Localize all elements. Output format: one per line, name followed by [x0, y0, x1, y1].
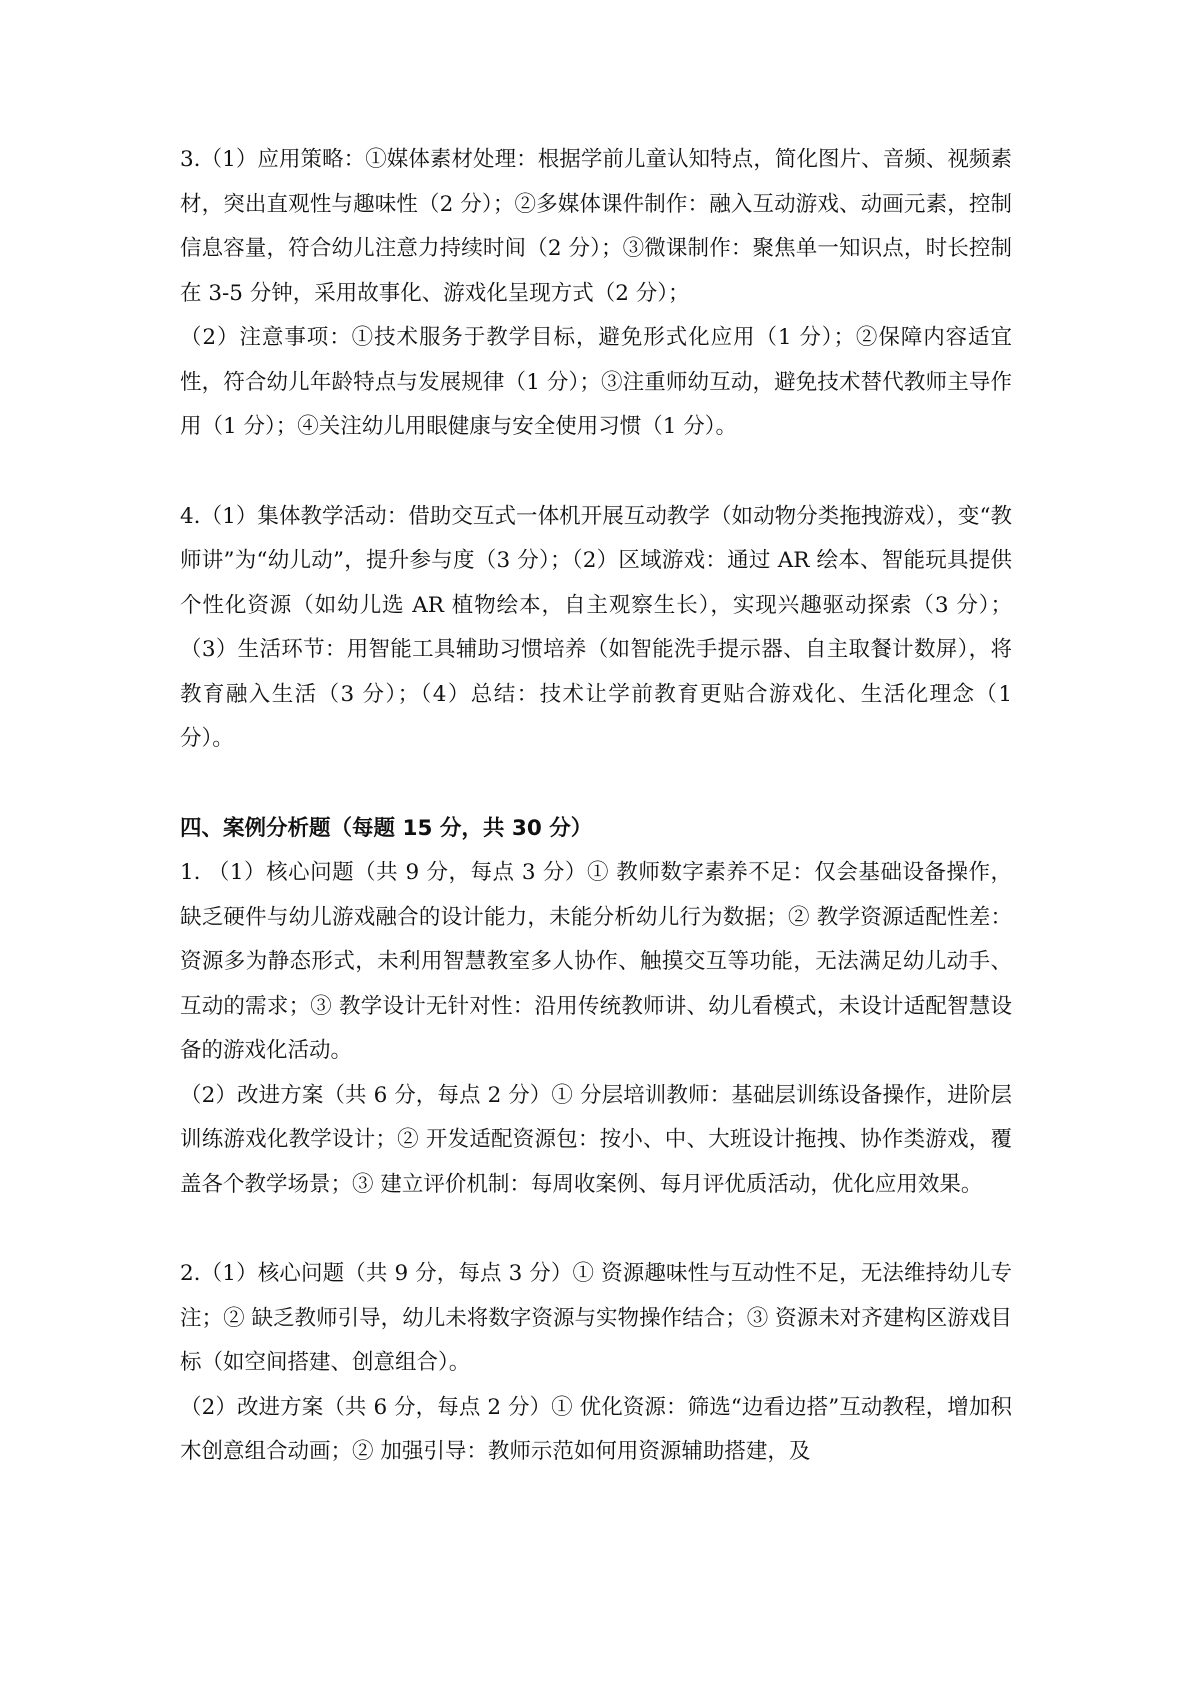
case-2	[180, 1252, 1012, 1475]
answer-4	[180, 495, 1012, 762]
answer-3-notes: （2）注意事项：①技术服务于教学目标，避免形式化应用（1 分）；②保障内容适宜性，符合幼儿年龄特点与发展规律（1 分）；③注重师幼互动，避免技术替代教师主导作用（1 分）；④关注幼儿用眼健康与安全使用习惯（1 分）。	[180, 325, 1012, 439]
case-1-problems: 1. （1）核心问题（共 9 分，每点 3 分）① 教师数字素养不足：仅会基础设备操作，缺乏硬件与幼儿游戏融合的设计能力，未能分析幼儿行为数据；② 教学资源适配性差：资源多为静态形式，未利用智慧教室多人协作、触摸交互等功能，无法满足幼儿动手、互动的需求；③ 教学设计无针对性：沿用传统教师讲、幼儿看模式，未设计适配智慧设备的游戏化活动。	[180, 860, 1012, 1063]
section-heading: 四、案例分析题（每题 15 分，共 30 分）	[180, 815, 593, 841]
case-1	[180, 851, 1012, 1207]
answer-3	[180, 138, 1012, 450]
answer-4-text: 4.（1）集体教学活动：借助交互式一体机开展互动教学（如动物分类拖拽游戏），变“教师讲”为“幼儿动”，提升参与度（3 分）；（2）区域游戏：通过 AR 绘本、智能玩具提供个性化资源（如幼儿选 AR 植物绘本，自主观察生长），实现兴趣驱动探索（3 分）；（3）生活环节：用智能工具辅助习惯培养（如智能洗手提示器、自主取餐计数屏），将教育融入生活（3 分）；（4）总结：技术让学前教育更贴合游戏化、生活化理念（1 分）。	[180, 503, 1012, 751]
section-4	[180, 807, 1012, 852]
document-page	[180, 138, 1012, 1475]
case-2-solutions: （2）改进方案（共 6 分，每点 2 分）① 优化资源：筛选“边看边搭”互动教程，增加积木创意组合动画；② 加强引导：教师示范如何用资源辅助搭建，及	[180, 1394, 1012, 1464]
case-1-solutions: （2）改进方案（共 6 分，每点 2 分）① 分层培训教师：基础层训练设备操作，进阶层训练游戏化教学设计；② 开发适配资源包：按小、中、大班设计拖拽、协作类游戏，覆盖各个教学场景；③ 建立评价机制：每周收案例、每月评优质活动，优化应用效果。	[180, 1082, 1012, 1197]
case-2-problems: 2.（1）核心问题（共 9 分，每点 3 分）① 资源趣味性与互动性不足，无法维持幼儿专注；② 缺乏教师引导，幼儿未将数字资源与实物操作结合；③ 资源未对齐建构区游戏目标（如空间搭建、创意组合）。	[180, 1261, 1012, 1375]
answer-3-strategies: 3.（1）应用策略：①媒体素材处理：根据学前儿童认知特点，简化图片、音频、视频素材，突出直观性与趣味性（2 分）；②多媒体课件制作：融入互动游戏、动画元素，控制信息容量，符合幼儿注意力持续时间（2 分）；③微课制作：聚焦单一知识点，时长控制在 3-5 分钟，采用故事化、游戏化呈现方式（2 分）；	[180, 147, 1012, 306]
